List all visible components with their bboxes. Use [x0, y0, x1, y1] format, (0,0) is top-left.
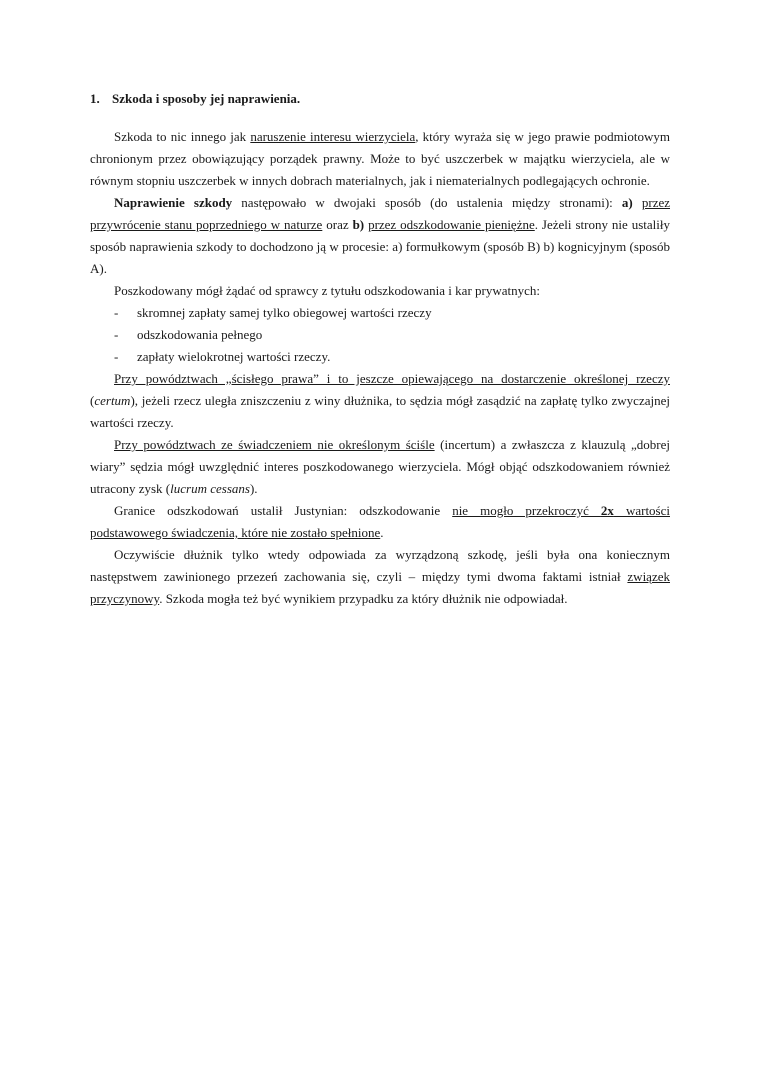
text-run: Szkoda to nic innego jak [114, 129, 251, 144]
paragraph-good-faith [90, 434, 670, 500]
text-run: . Szkoda mogła też być wynikiem przypadku za który dłużnik nie odpowiadał. [159, 591, 568, 606]
list-item [90, 346, 670, 368]
underlined-text: wartości podstawowego świadczenia, które nie zostało spełnione [90, 503, 670, 540]
bold-marker: a) [621, 195, 633, 210]
list-item-text: odszkodowania pełnego [137, 327, 263, 342]
list-item-text: zapłaty wielokrotnej wartości rzeczy. [137, 349, 331, 364]
section-title: Szkoda i sposoby jej naprawienia. [112, 91, 301, 106]
text-run: następowało w dwojaki sposób (do ustalenia między stronami): [232, 195, 622, 210]
text-run: ( [90, 393, 95, 408]
list-dash: - [114, 327, 119, 342]
document-body [90, 89, 670, 610]
underlined-text: związek przyczynowy [90, 569, 670, 606]
paragraph-remedy [90, 192, 670, 280]
underlined-text: Przy powództwach ze świadczeniem nie określonym ściśle [114, 437, 435, 452]
paragraph-justinian [90, 500, 670, 544]
paragraph-claims-intro [90, 280, 670, 302]
text-run: Granice odszkodowań ustalił Justynian: odszkodowanie [114, 503, 453, 518]
claims-list [90, 302, 670, 368]
underlined-text: naruszenie interesu wierzyciela [250, 129, 416, 144]
text-run: ), jeżeli rzecz uległa zniszczeniu z winy dłużnika, to sędzia mógł zasądzić na zapłatę tylko zwyczajnej wartości rzeczy. [90, 393, 670, 430]
section-heading [90, 89, 670, 109]
text-run: . Jeżeli strony nie ustaliły sposób naprawienia szkody to dochodzono ją w procesie: a) formułkowym (sposób B) b) kognicyjnym (sposób A). [90, 217, 670, 276]
text-run: ). [249, 481, 258, 496]
text-run [633, 195, 642, 210]
paragraph-causation [90, 544, 670, 610]
paragraph-strict-law [90, 368, 670, 434]
bold-marker: b) [352, 217, 365, 232]
bold-term: Naprawienie szkody [114, 195, 233, 210]
list-dash: - [114, 305, 119, 320]
text-run: , który wyraża się w jego prawie podmiotowym chronionym przez obowiązujący porządek prawny. Może to być uszczerbek w majątku wierzyciela, ale w równym stopniu uszczerbek w innych dobrach materialnych, jak i niematerialnych podlegających ochronie. [90, 129, 670, 188]
text-run: (incertum) a zwłaszcza z klauzulą „dobrej wiary” sędzia mógł uwzględnić interes poszkodowanego wierzyciela. Mógł objąć odszkodowaniem również utracony zysk ( [90, 437, 670, 496]
list-dash: - [114, 349, 119, 364]
italic-term: lucrum cessans [170, 481, 250, 496]
section-number: 1. [90, 91, 100, 106]
underlined-text: przez przywrócenie stanu poprzedniego w naturze [90, 195, 670, 232]
text-run: Poszkodowany mógł żądać od sprawcy z tytułu odszkodowania i kar prywatnych: [114, 283, 541, 298]
underlined-text: Przy powództwach „ścisłego prawa” i to jeszcze opiewającego na dostarczenie określonej rzeczy [114, 371, 670, 386]
text-run: . [380, 525, 384, 540]
list-item [90, 302, 670, 324]
underlined-bold-text: 2x [600, 503, 614, 518]
italic-term: certum [94, 393, 131, 408]
underlined-text: nie mogło przekroczyć [452, 503, 601, 518]
list-item-text: skromnej zapłaty samej tylko obiegowej wartości rzeczy [137, 305, 432, 320]
text-run: Oczywiście dłużnik tylko wtedy odpowiada za wyrządzoną szkodę, jeśli była ona koniecznym następstwem zawinionego przezeń zachowania się, czyli – między tymi dwoma faktami istniał [90, 547, 670, 584]
paragraph-definition [90, 126, 670, 192]
list-item [90, 324, 670, 346]
text-run: oraz [322, 217, 353, 232]
underlined-text: przez odszkodowanie pieniężne [368, 217, 535, 232]
